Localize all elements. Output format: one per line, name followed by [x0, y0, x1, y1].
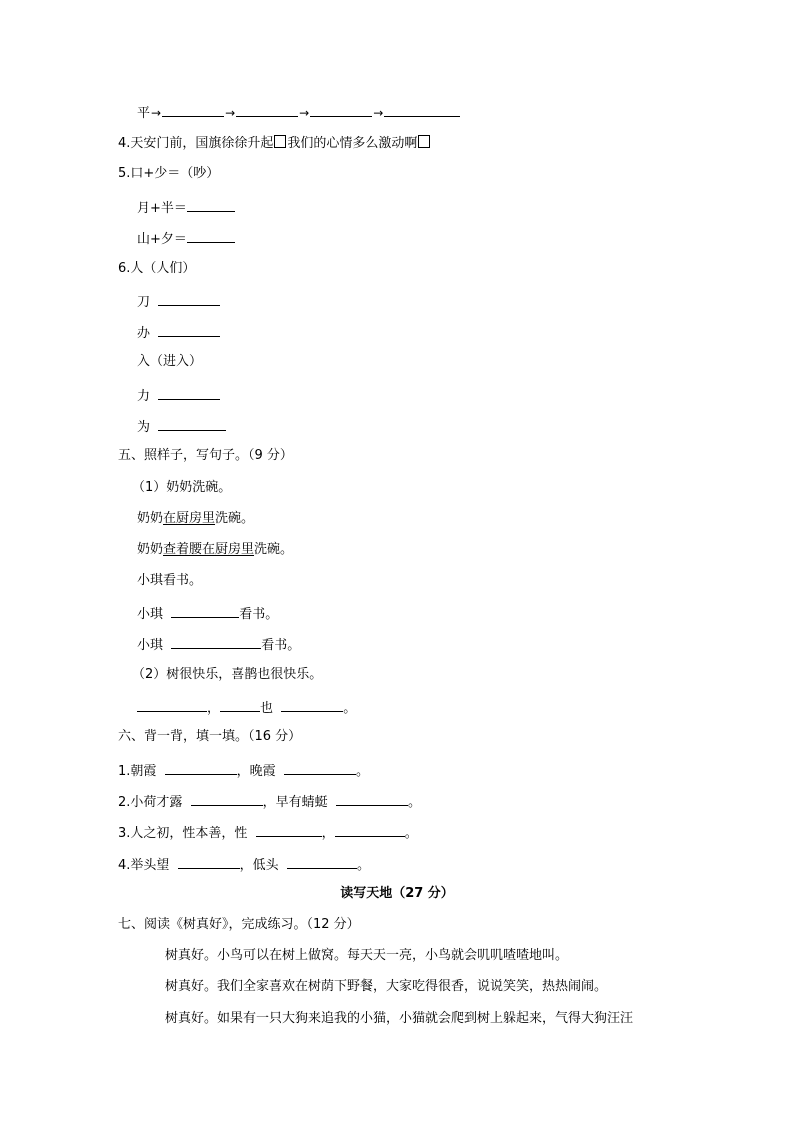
sentence-text: 奶奶	[137, 511, 164, 526]
reading-paragraph: 树真好。小鸟可以在树上做窝。每天天一亮，小鸟就会叽叽喳喳地叫。	[165, 948, 569, 963]
q6-char: 刀	[137, 295, 151, 310]
underlined-text: 查着腰在厨房里	[163, 542, 255, 557]
section-heading: 五、照样子，写句子。（9 分）	[118, 448, 293, 463]
sentence-text: 也	[260, 701, 274, 716]
s5-fill-sentence	[137, 604, 278, 620]
answer-blank[interactable]	[158, 323, 220, 337]
poem-text: ，早有蜻蜓	[262, 795, 328, 810]
sentence-text: 小琪	[137, 607, 164, 622]
answer-blank[interactable]	[158, 386, 220, 400]
punctuation-box[interactable]	[418, 135, 430, 148]
sentence-text: 看书。	[261, 638, 301, 653]
q6-char: 办	[137, 326, 151, 341]
punctuation-box[interactable]	[274, 135, 286, 148]
sentence-text: 洗碗。	[254, 542, 294, 557]
poem-text: ，低头	[239, 858, 279, 873]
answer-blank[interactable]	[178, 855, 240, 869]
answer-blank[interactable]	[187, 229, 235, 243]
answer-blank[interactable]	[171, 604, 239, 618]
q6-item	[137, 417, 226, 433]
punctuation-question	[118, 135, 431, 151]
q6-example: 6.人（人们）	[118, 261, 196, 276]
q5-example: 5.口+少＝（吵）	[118, 166, 220, 181]
sentence-text: 小琪	[137, 638, 164, 653]
answer-blank[interactable]	[165, 761, 237, 775]
poem-text: 3.人之初，性本善，性	[118, 826, 248, 841]
answer-blank[interactable]	[336, 792, 408, 806]
answer-blank[interactable]	[191, 792, 263, 806]
q6-item	[137, 292, 220, 308]
answer-blank[interactable]	[281, 698, 343, 712]
answer-blank[interactable]	[284, 761, 356, 775]
q5-item	[137, 198, 235, 214]
poem-text: 4.举头望	[118, 858, 170, 873]
answer-blank[interactable]	[236, 103, 298, 117]
section-heading: 六、背一背，填一填。（16 分）	[118, 729, 302, 744]
sentence-text: 奶奶	[137, 542, 164, 557]
answer-blank[interactable]	[162, 103, 224, 117]
punctuation: ，	[207, 701, 221, 716]
arrow-icon: →	[373, 106, 384, 120]
arrow-icon: →	[151, 106, 162, 120]
question-text: 4.天安门前，国旗徐徐升起	[118, 136, 274, 151]
s5-example-sentence	[137, 511, 254, 527]
answer-blank[interactable]	[310, 103, 372, 117]
answer-blank[interactable]	[256, 823, 322, 837]
s5-part2-label: （2）树很快乐，喜鹊也很快乐。	[132, 667, 323, 682]
s5-part2-fill	[137, 698, 356, 714]
q5-item-text: 山+夕＝	[137, 232, 187, 247]
answer-blank[interactable]	[335, 823, 405, 837]
answer-blank[interactable]	[158, 417, 226, 431]
question-text: 我们的心情多么激动啊	[287, 136, 418, 151]
q6-item	[137, 323, 220, 339]
poem-fill-line	[118, 792, 421, 808]
poem-fill-line	[118, 855, 370, 871]
punctuation: ，	[321, 826, 335, 841]
answer-blank[interactable]	[287, 855, 357, 869]
sentence-text: 洗碗。	[215, 511, 255, 526]
s5-fill-sentence	[137, 635, 300, 651]
underlined-text: 在厨房里	[163, 511, 216, 526]
answer-blank[interactable]	[171, 635, 261, 649]
answer-blank[interactable]	[384, 103, 460, 117]
answer-blank[interactable]	[187, 198, 235, 212]
reading-paragraph: 树真好。我们全家喜欢在树荫下野餐，大家吃得很香，说说笑笑，热热闹闹。	[165, 979, 608, 994]
q6-example2: 入（进入）	[137, 354, 203, 369]
punctuation: 。	[343, 701, 357, 716]
punctuation: 。	[356, 858, 370, 873]
answer-blank[interactable]	[158, 292, 220, 306]
reading-paragraph: 树真好。如果有一只大狗来追我的小猫，小猫就会爬到树上躲起来，气得大狗汪汪	[165, 1011, 634, 1026]
answer-blank[interactable]	[220, 698, 260, 712]
q5-item-text: 月+半＝	[137, 201, 187, 216]
chain-start-char: 平	[137, 106, 151, 121]
poem-text: ，晚霞	[236, 764, 276, 779]
s5-part1-label: （1）奶奶洗碗。	[132, 480, 232, 495]
sentence-text: 看书。	[239, 607, 279, 622]
s5-base-sentence: 小琪看书。	[137, 573, 203, 588]
answer-blank[interactable]	[137, 698, 207, 712]
section-heading: 七、阅读《树真好》，完成练习。（12 分）	[118, 917, 360, 932]
poem-fill-line	[118, 823, 418, 839]
s5-example-sentence	[137, 542, 293, 558]
arrow-icon: →	[299, 106, 310, 120]
punctuation: 。	[355, 764, 369, 779]
poem-text: 1.朝霞	[118, 764, 157, 779]
arrow-icon: →	[225, 106, 236, 120]
punctuation: 。	[407, 795, 421, 810]
q6-char: 力	[137, 389, 151, 404]
section-title: 读写天地（27 分）	[340, 886, 454, 901]
poem-fill-line	[118, 761, 369, 777]
word-chain-line	[137, 103, 460, 119]
poem-text: 2.小荷才露	[118, 795, 183, 810]
q5-item	[137, 229, 235, 245]
punctuation: 。	[404, 826, 418, 841]
q6-char: 为	[137, 420, 151, 435]
q6-item	[137, 386, 220, 402]
